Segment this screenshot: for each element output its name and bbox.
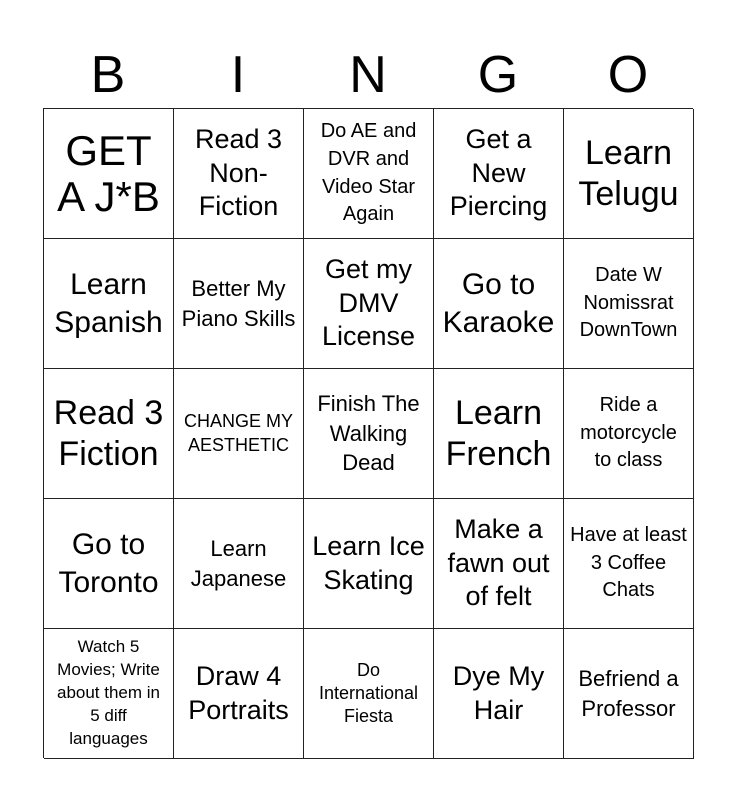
bingo-cell-r1-c5[interactable]: Learn Telugu <box>564 109 694 239</box>
bingo-cell-r5-c5[interactable]: Befriend a Professor <box>564 629 694 759</box>
bingo-cell-r4-c1[interactable]: Go to Toronto <box>44 499 174 629</box>
bingo-cell-r4-c3[interactable]: Learn Ice Skating <box>304 499 434 629</box>
bingo-cell-r1-c4[interactable]: Get a New Piercing <box>434 109 564 239</box>
header-letter-n: N <box>349 46 387 104</box>
bingo-cell-r4-c2[interactable]: Learn Japanese <box>174 499 304 629</box>
header-letter-i: I <box>230 46 246 104</box>
bingo-cell-r3-c4[interactable]: Learn French <box>434 369 564 499</box>
bingo-cell-r3-c3[interactable]: Finish The Walking Dead <box>304 369 434 499</box>
bingo-board <box>43 108 693 758</box>
bingo-cell-r5-c3[interactable]: Do International Fiesta <box>304 629 434 759</box>
bingo-cell-r4-c5[interactable]: Have at least 3 Coffee Chats <box>564 499 694 629</box>
bingo-cell-r2-c1[interactable]: Learn Spanish <box>44 239 174 369</box>
bingo-cell-r1-c3[interactable]: Do AE and DVR and Video Star Again <box>304 109 434 239</box>
bingo-cell-r5-c4[interactable]: Dye My Hair <box>434 629 564 759</box>
header-letter-b: B <box>90 46 126 104</box>
header-letter-g: G <box>477 46 519 104</box>
bingo-cell-r3-c2[interactable]: CHANGE MY AESTHETIC <box>174 369 304 499</box>
bingo-cell-r1-c2[interactable]: Read 3 Non-Fiction <box>174 109 304 239</box>
bingo-cell-r4-c4[interactable]: Make a fawn out of felt <box>434 499 564 629</box>
bingo-cell-r1-c1[interactable]: GET A J*B <box>44 109 174 239</box>
bingo-cell-r3-c1[interactable]: Read 3 Fiction <box>44 369 174 499</box>
bingo-cell-r3-c5[interactable]: Ride a motorcycle to class <box>564 369 694 499</box>
bingo-cell-r2-c3[interactable]: Get my DMV License <box>304 239 434 369</box>
bingo-cell-r2-c2[interactable]: Better My Piano Skills <box>174 239 304 369</box>
bingo-cell-r2-c5[interactable]: Date W Nomissrat DownTown <box>564 239 694 369</box>
bingo-cell-r2-c4[interactable]: Go to Karaoke <box>434 239 564 369</box>
bingo-cell-r5-c2[interactable]: Draw 4 Portraits <box>174 629 304 759</box>
bingo-header <box>43 42 693 108</box>
header-letter-o: O <box>607 46 649 104</box>
bingo-cell-r5-c1[interactable]: Watch 5 Movies; Write about them in 5 diff languages <box>44 629 174 759</box>
